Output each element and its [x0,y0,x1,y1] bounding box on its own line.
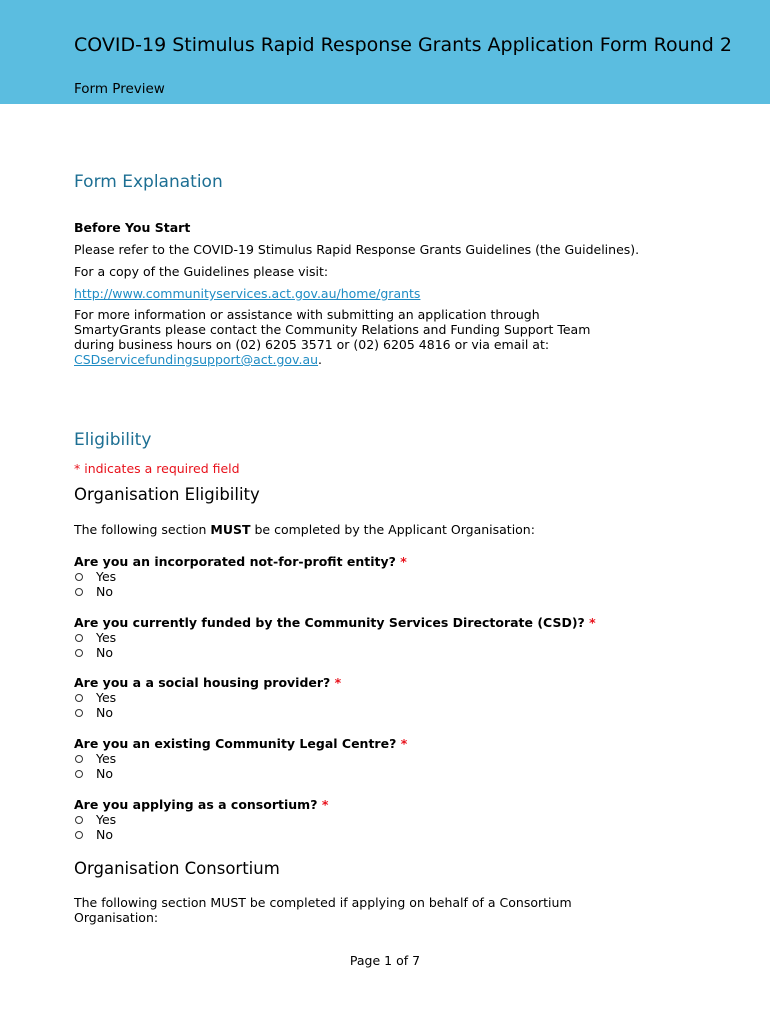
page-header [0,0,770,104]
option-no[interactable] [74,645,596,660]
question-label: Are you applying as a consortium? [74,797,318,812]
required-marker: * [400,554,407,569]
option-yes[interactable] [74,569,407,584]
option-no[interactable] [74,705,341,720]
radio-button[interactable] [75,649,83,657]
option-label: No [96,584,113,599]
radio-button[interactable] [75,770,83,778]
option-label: No [96,705,113,720]
radio-button[interactable] [75,573,83,581]
option-yes[interactable] [74,812,328,827]
question-label: Are you currently funded by the Community Services Directorate (CSD)? [74,615,585,630]
guidelines-reference-text: Please refer to the COVID-19 Stimulus Rapid Response Grants Guidelines (the Guidelines). [74,242,640,257]
section-heading-form-explanation: Form Explanation [74,172,223,192]
required-marker: * [400,736,408,751]
option-label: Yes [96,812,117,827]
eligibility-intro-before: The following section [74,522,211,537]
option-no[interactable] [74,827,328,842]
option-yes[interactable] [74,690,341,705]
option-yes[interactable] [74,751,407,766]
assistance-info [74,307,614,367]
option-label: Yes [96,569,117,584]
eligibility-intro-must: MUST [210,522,251,537]
question-consortium [74,797,328,842]
question-incorporated-nfp [74,554,407,599]
question-community-legal-centre [74,736,407,781]
option-no[interactable] [74,584,407,599]
eligibility-intro [74,522,535,537]
radio-button[interactable] [75,816,83,824]
question-label: Are you an existing Community Legal Centre? [74,736,397,751]
guidelines-copy-text: For a copy of the Guidelines please visit: [74,264,329,279]
organisation-eligibility-heading: Organisation Eligibility [74,485,260,504]
radio-button[interactable] [75,694,83,702]
radio-button[interactable] [75,755,83,763]
option-label: Yes [96,630,117,645]
radio-button[interactable] [75,588,83,596]
question-label: Are you a a social housing provider? [74,675,331,690]
required-marker: * [589,615,596,630]
option-yes[interactable] [74,630,596,645]
organisation-consortium-heading: Organisation Consortium [74,859,280,878]
assistance-info-text: For more information or assistance with submitting an application through SmartyGrants please contact the Community Relations and Funding Support Team during business hours on (02) 6205 3571 or (02) 6205 4816 or via email at: [74,307,591,352]
option-label: Yes [96,690,117,705]
required-field-note: * indicates a required field [74,461,240,476]
option-label: No [96,645,113,660]
section-heading-eligibility: Eligibility [74,430,152,450]
option-label: No [96,766,113,781]
eligibility-intro-after: be completed by the Applicant Organisation: [250,522,535,537]
support-email-link[interactable]: CSDservicefundingsupport@act.gov.au [74,352,319,367]
required-marker: * [321,797,329,812]
radio-button[interactable] [75,831,83,839]
question-label: Are you an incorporated not-for-profit entity? [74,554,396,569]
option-label: No [96,827,113,842]
page-number: Page 1 of 7 [349,953,421,968]
form-title: COVID-19 Stimulus Rapid Response Grants Application Form Round 2 [74,34,732,56]
email-suffix: . [318,352,323,367]
radio-button[interactable] [75,709,83,717]
question-funded-by-csd [74,615,596,660]
question-social-housing [74,675,341,720]
radio-button[interactable] [75,634,83,642]
required-marker: * [334,675,342,690]
before-you-start-title: Before You Start [74,220,191,235]
option-no[interactable] [74,766,407,781]
form-subtitle: Form Preview [74,81,165,97]
consortium-intro: The following section MUST be completed if applying on behalf of a Consortium Organisation: [74,895,572,925]
option-label: Yes [96,751,117,766]
guidelines-link[interactable]: http://www.communityservices.act.gov.au/home/grants [74,286,421,301]
